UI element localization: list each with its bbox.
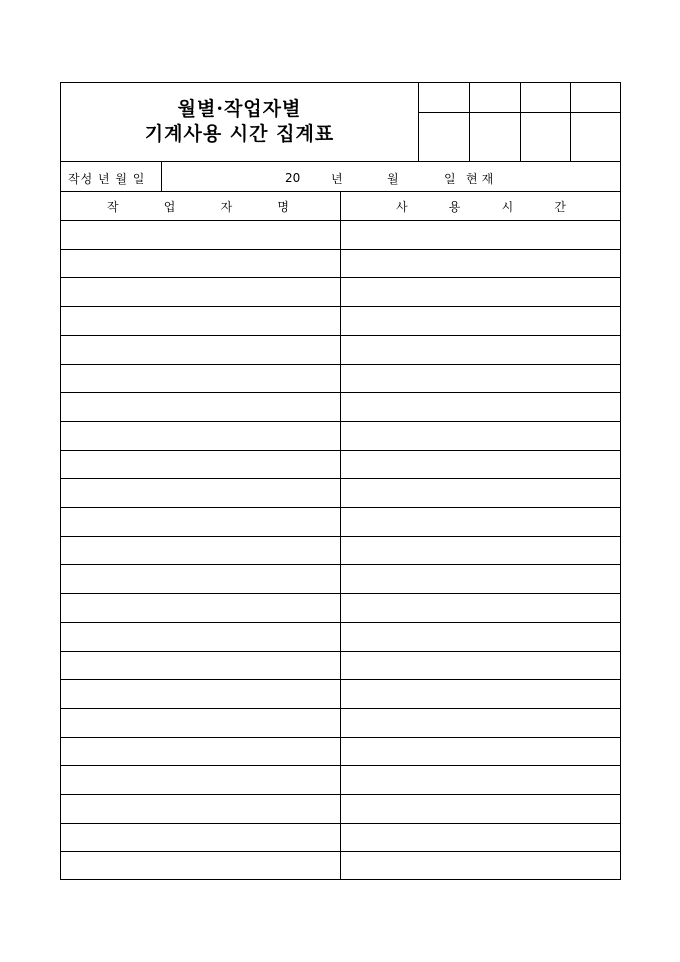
machine-usage-form [60,82,621,880]
date-row-label: 작성 년 월 일 [68,172,146,186]
usage-time-cell[interactable] [341,508,620,536]
column-header-worker-name [107,192,289,220]
worker-name-cell[interactable] [61,307,340,335]
usage-time-cell[interactable] [341,766,620,794]
usage-time-cell[interactable] [341,652,620,680]
usage-time-cell[interactable] [341,738,620,766]
worker-name-cell[interactable] [61,537,340,565]
worker-header-char: 작 [107,199,119,214]
usage-time-cell[interactable] [341,623,620,651]
usage-time-cell[interactable] [341,479,620,507]
worker-name-cell[interactable] [61,738,340,766]
worker-name-cell[interactable] [61,680,340,708]
usage-time-cell[interactable] [341,824,620,852]
worker-name-cell[interactable] [61,479,340,507]
worker-name-cell[interactable] [61,336,340,364]
worker-header-char: 명 [277,199,289,214]
worker-name-cell[interactable] [61,594,340,622]
approval-box-4[interactable] [571,113,620,161]
worker-name-cell[interactable] [61,451,340,479]
approval-box-3[interactable] [521,113,570,161]
worker-name-cell[interactable] [61,278,340,306]
worker-name-cell[interactable] [61,766,340,794]
usage-time-cell[interactable] [341,537,620,565]
usage-time-cell[interactable] [341,565,620,593]
usage-time-cell[interactable] [341,221,620,249]
form-title [61,83,418,161]
worker-header-char: 자 [220,199,233,214]
usage-time-cell[interactable] [341,393,620,421]
usage-time-cell[interactable] [341,680,620,708]
worker-name-cell[interactable] [61,565,340,593]
worker-name-cell[interactable] [61,508,340,536]
worker-name-cell[interactable] [61,709,340,737]
year-label: 년 [331,172,343,186]
usage-header-char: 용 [448,199,461,214]
worker-header-char: 업 [163,199,176,214]
worker-name-cell[interactable] [61,250,340,278]
year-prefix: 20 [285,171,301,185]
column-header-usage-time [396,192,566,220]
usage-time-cell[interactable] [341,250,620,278]
as-of-label: 현재 [466,172,498,186]
usage-header-char: 시 [501,199,514,214]
usage-time-cell[interactable] [341,852,620,880]
usage-time-cell[interactable] [341,307,620,335]
usage-header-char: 간 [554,199,566,214]
worker-name-cell[interactable] [61,393,340,421]
worker-name-cell[interactable] [61,795,340,823]
worker-name-cell[interactable] [61,824,340,852]
usage-time-cell[interactable] [341,594,620,622]
approval-box-2[interactable] [470,113,520,161]
worker-name-cell[interactable] [61,623,340,651]
usage-time-cell[interactable] [341,278,620,306]
worker-name-cell[interactable] [61,852,340,880]
usage-time-cell[interactable] [341,709,620,737]
worker-name-cell[interactable] [61,365,340,393]
worker-name-cell[interactable] [61,221,340,249]
usage-header-char: 사 [396,199,408,214]
usage-time-cell[interactable] [341,795,620,823]
worker-name-cell[interactable] [61,652,340,680]
approval-box-1[interactable] [419,113,469,161]
month-label: 월 [387,172,399,186]
day-label: 일 [444,172,456,186]
title-line-2: 기계사용 시간 집계표 [144,123,335,145]
usage-time-cell[interactable] [341,451,620,479]
usage-time-cell[interactable] [341,336,620,364]
title-line-1: 월별·작업자별 [177,98,302,120]
date-input-area[interactable] [162,162,620,191]
worker-name-cell[interactable] [61,422,340,450]
usage-time-cell[interactable] [341,365,620,393]
usage-time-cell[interactable] [341,422,620,450]
